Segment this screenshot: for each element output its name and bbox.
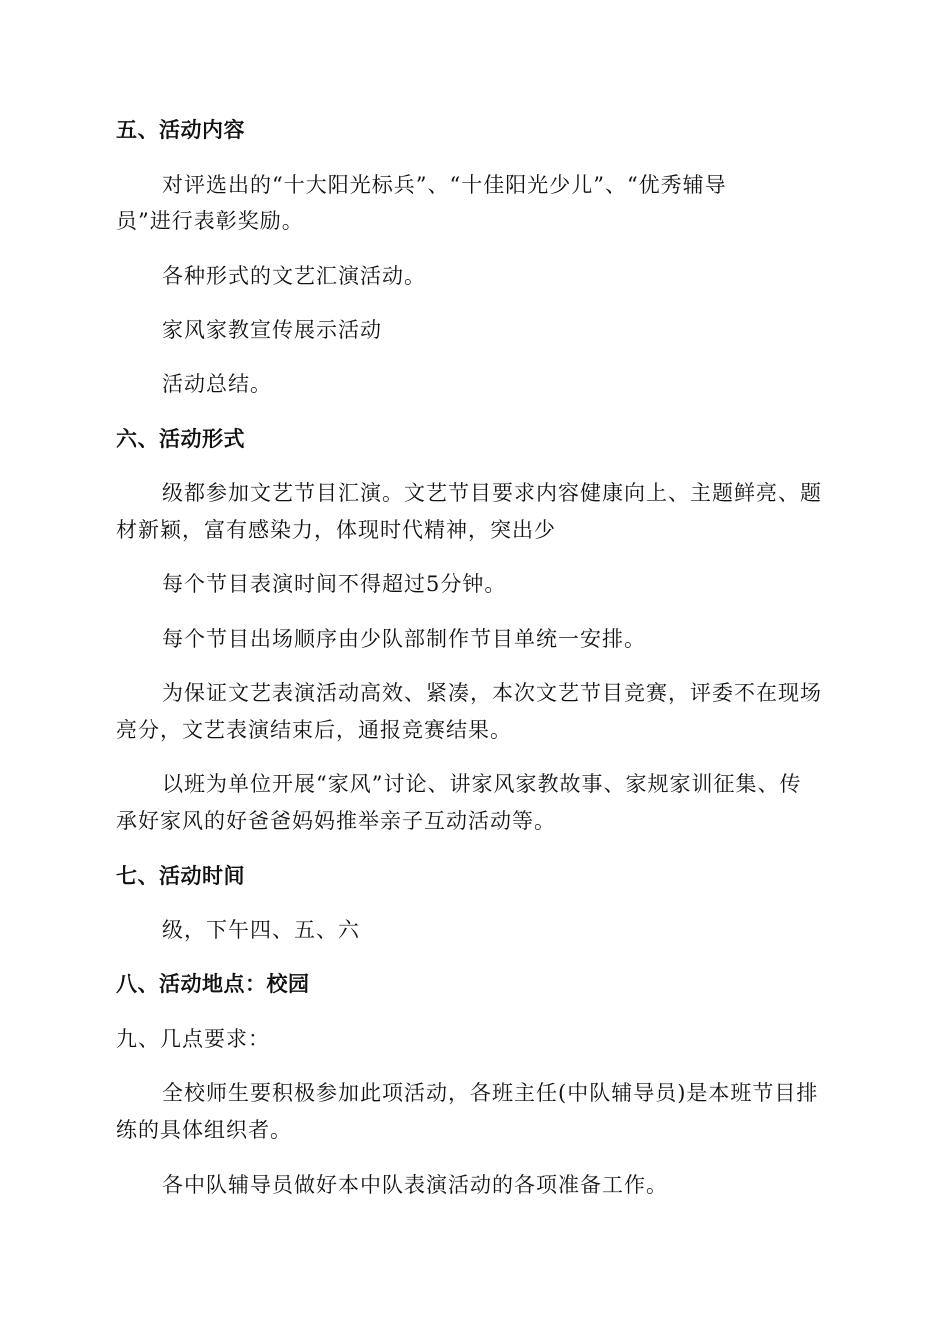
paragraph-time-limit: 每个节目表演时间不得超过5分钟。 [162, 572, 507, 596]
paragraph-family-tradition: 家风家教宣传展示活动 [162, 318, 382, 342]
paragraph-art-show-line2: 材新颖，富有感染力，体现时代精神，突出少 [116, 518, 556, 542]
section-heading-content: 五、活动内容 [116, 118, 245, 142]
paragraph-judging-line1: 为保证文艺表演活动高效、紧凑，本次文艺节目竞赛，评委不在现场 [162, 681, 822, 705]
paragraph-awards-line1: 对评选出的“十大阳光标兵”、“十佳阳光少儿”、“优秀辅导 [162, 173, 727, 197]
paragraph-participation-line2: 练的具体组织者。 [116, 1118, 292, 1142]
section-heading-requirements: 九、几点要求： [116, 1027, 270, 1051]
paragraph-performances: 各种形式的文艺汇演活动。 [162, 264, 426, 288]
paragraph-judging-line2: 亮分，文艺表演结束后，通报竞赛结果。 [116, 718, 512, 742]
section-heading-format: 六、活动形式 [116, 427, 245, 451]
paragraph-participation-line1: 全校师生要积极参加此项活动，各班主任(中队辅导员)是本班节目排 [162, 1081, 819, 1105]
section-heading-location: 八、活动地点：校园 [116, 972, 310, 996]
paragraph-order: 每个节目出场顺序由少队部制作节目单统一安排。 [162, 627, 646, 651]
section-heading-time: 七、活动时间 [116, 864, 245, 888]
paragraph-family-discussion-line2: 承好家风的好爸爸妈妈推举亲子互动活动等。 [116, 809, 556, 833]
paragraph-schedule: 级，下午四、五、六 [162, 918, 360, 942]
paragraph-awards-line2: 员”进行表彰奖励。 [116, 209, 304, 233]
paragraph-family-discussion-line1: 以班为单位开展“家风”讨论、讲家风家教故事、家规家训征集、传 [162, 772, 802, 796]
paragraph-preparation: 各中队辅导员做好本中队表演活动的各项准备工作。 [162, 1173, 668, 1197]
paragraph-art-show-line1: 级都参加文艺节目汇演。文艺节目要求内容健康向上、主题鲜亮、题 [162, 481, 822, 505]
paragraph-summary: 活动总结。 [162, 372, 272, 396]
